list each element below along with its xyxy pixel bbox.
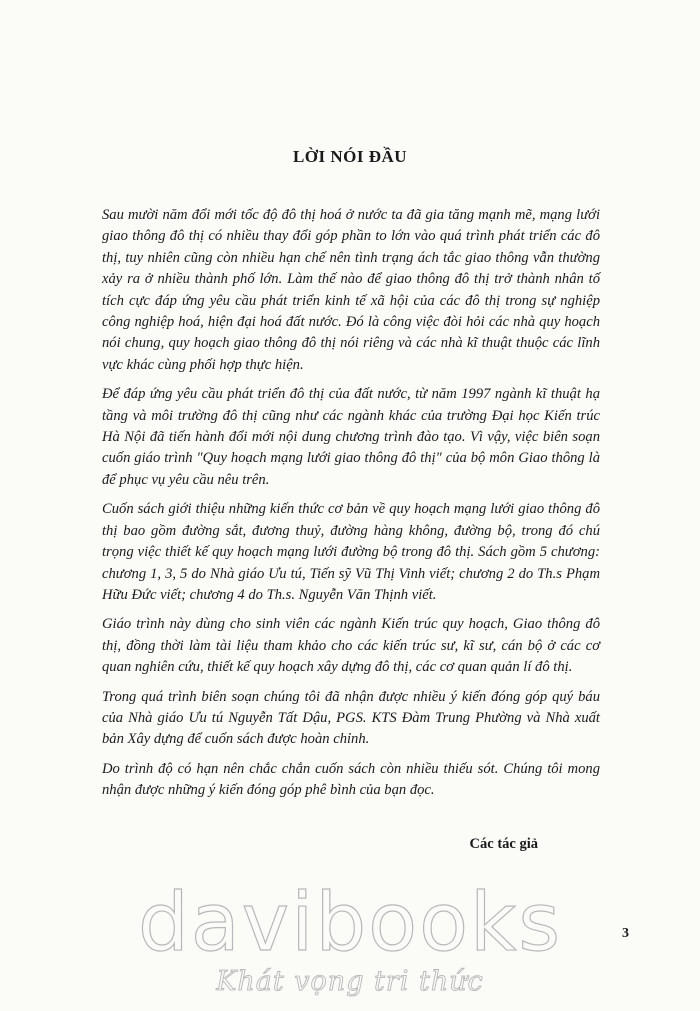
author-signature: Các tác giả bbox=[469, 836, 538, 852]
paragraph: Giáo trình này dùng cho sinh viên các ngành Kiến trúc quy hoạch, Giao thông đô thị, đồng thời làm tài liệu tham khảo cho các kiến trúc sư, kĩ sư, cán bộ ở các cơ quan nghiên cứu, thiết kế quy hoạch xây dựng đô thị, các cơ quan quản lí đô thị. bbox=[102, 616, 600, 676]
paragraph: Cuốn sách giới thiệu những kiến thức cơ bản về quy hoạch mạng lưới giao thông đô thị bao gồm đường sắt, đương thuỷ, đường hàng không, đường bộ, trong đó chú trọng việc thiết kế quy hoạch mạng lưới đường bộ trong đô thị. Sách gồm 5 chương: chương 1, 3, 5 do Nhà giáo Ưu tú, Tiến sỹ Vũ Thị Vinh viết; chương 2 do Th.s Phạm Hữu Đức viết; chương 4 do Th.s. Nguyễn Văn Thịnh viết. bbox=[102, 501, 600, 603]
paragraph: Sau mười năm đổi mới tốc độ đô thị hoá ở nước ta đã gia tăng mạnh mẽ, mạng lưới giao thông đô thị có nhiều thay đổi góp phần to lớn vào quá trình phát triển các đô thị, tuy nhiên cũng còn nhiều hạn chế nên tình trạng ách tắc giao thông vẫn thường xảy ra ở nhiều thành phố lớn. Làm thế nào để giao thông đô thị trở thành nhân tố tích cực đáp ứng yêu cầu phát triển kinh tế xã hội của các đô thị trong sự nghiệp công nghiệp hoá, hiện đại hoá đất nước. Đó là công việc đòi hỏi các nhà quy hoạch nói chung, quy hoạch giao thông đô thị nói riêng và các nhà kĩ thuật thuộc các lĩnh vực khác cùng phối hợp thực hiện. bbox=[102, 207, 600, 373]
paragraph: Do trình độ có hạn nên chắc chắn cuốn sách còn nhiều thiếu sót. Chúng tôi mong nhận được những ý kiến đóng góp phê bình của bạn đọc. bbox=[102, 760, 600, 799]
paragraph: Trong quá trình biên soạn chúng tôi đã nhận được nhiều ý kiến đóng góp quý báu của Nhà giáo Ưu tú Nguyễn Tất Dậu, PGS. KTS Đàm Trung Phường và Nhà xuất bản Xây dựng để cuốn sách được hoàn chỉnh. bbox=[102, 688, 600, 748]
paragraph: Để đáp ứng yêu cầu phát triển đô thị của đất nước, từ năm 1997 ngành kĩ thuật hạ tầng và môi trường đô thị cũng như các ngành khác của trường Đại học Kiến trúc Hà Nội đã tiến hành đổi mới nội dung chương trình đào tạo. Vì vậy, việc biên soạn cuốn giáo trình "Quy hoạch mạng lưới giao thông đô thị" của bộ môn Giao thông là để phục vụ yêu cầu nêu trên. bbox=[102, 386, 600, 488]
preface-body bbox=[102, 205, 600, 810]
page-number: 3 bbox=[622, 926, 629, 941]
page-title: LỜI NÓI ĐẦU bbox=[292, 147, 408, 166]
watermark-tagline: Khát vọng tri thức bbox=[216, 966, 484, 997]
watermark-logo: davibooks bbox=[137, 876, 563, 969]
